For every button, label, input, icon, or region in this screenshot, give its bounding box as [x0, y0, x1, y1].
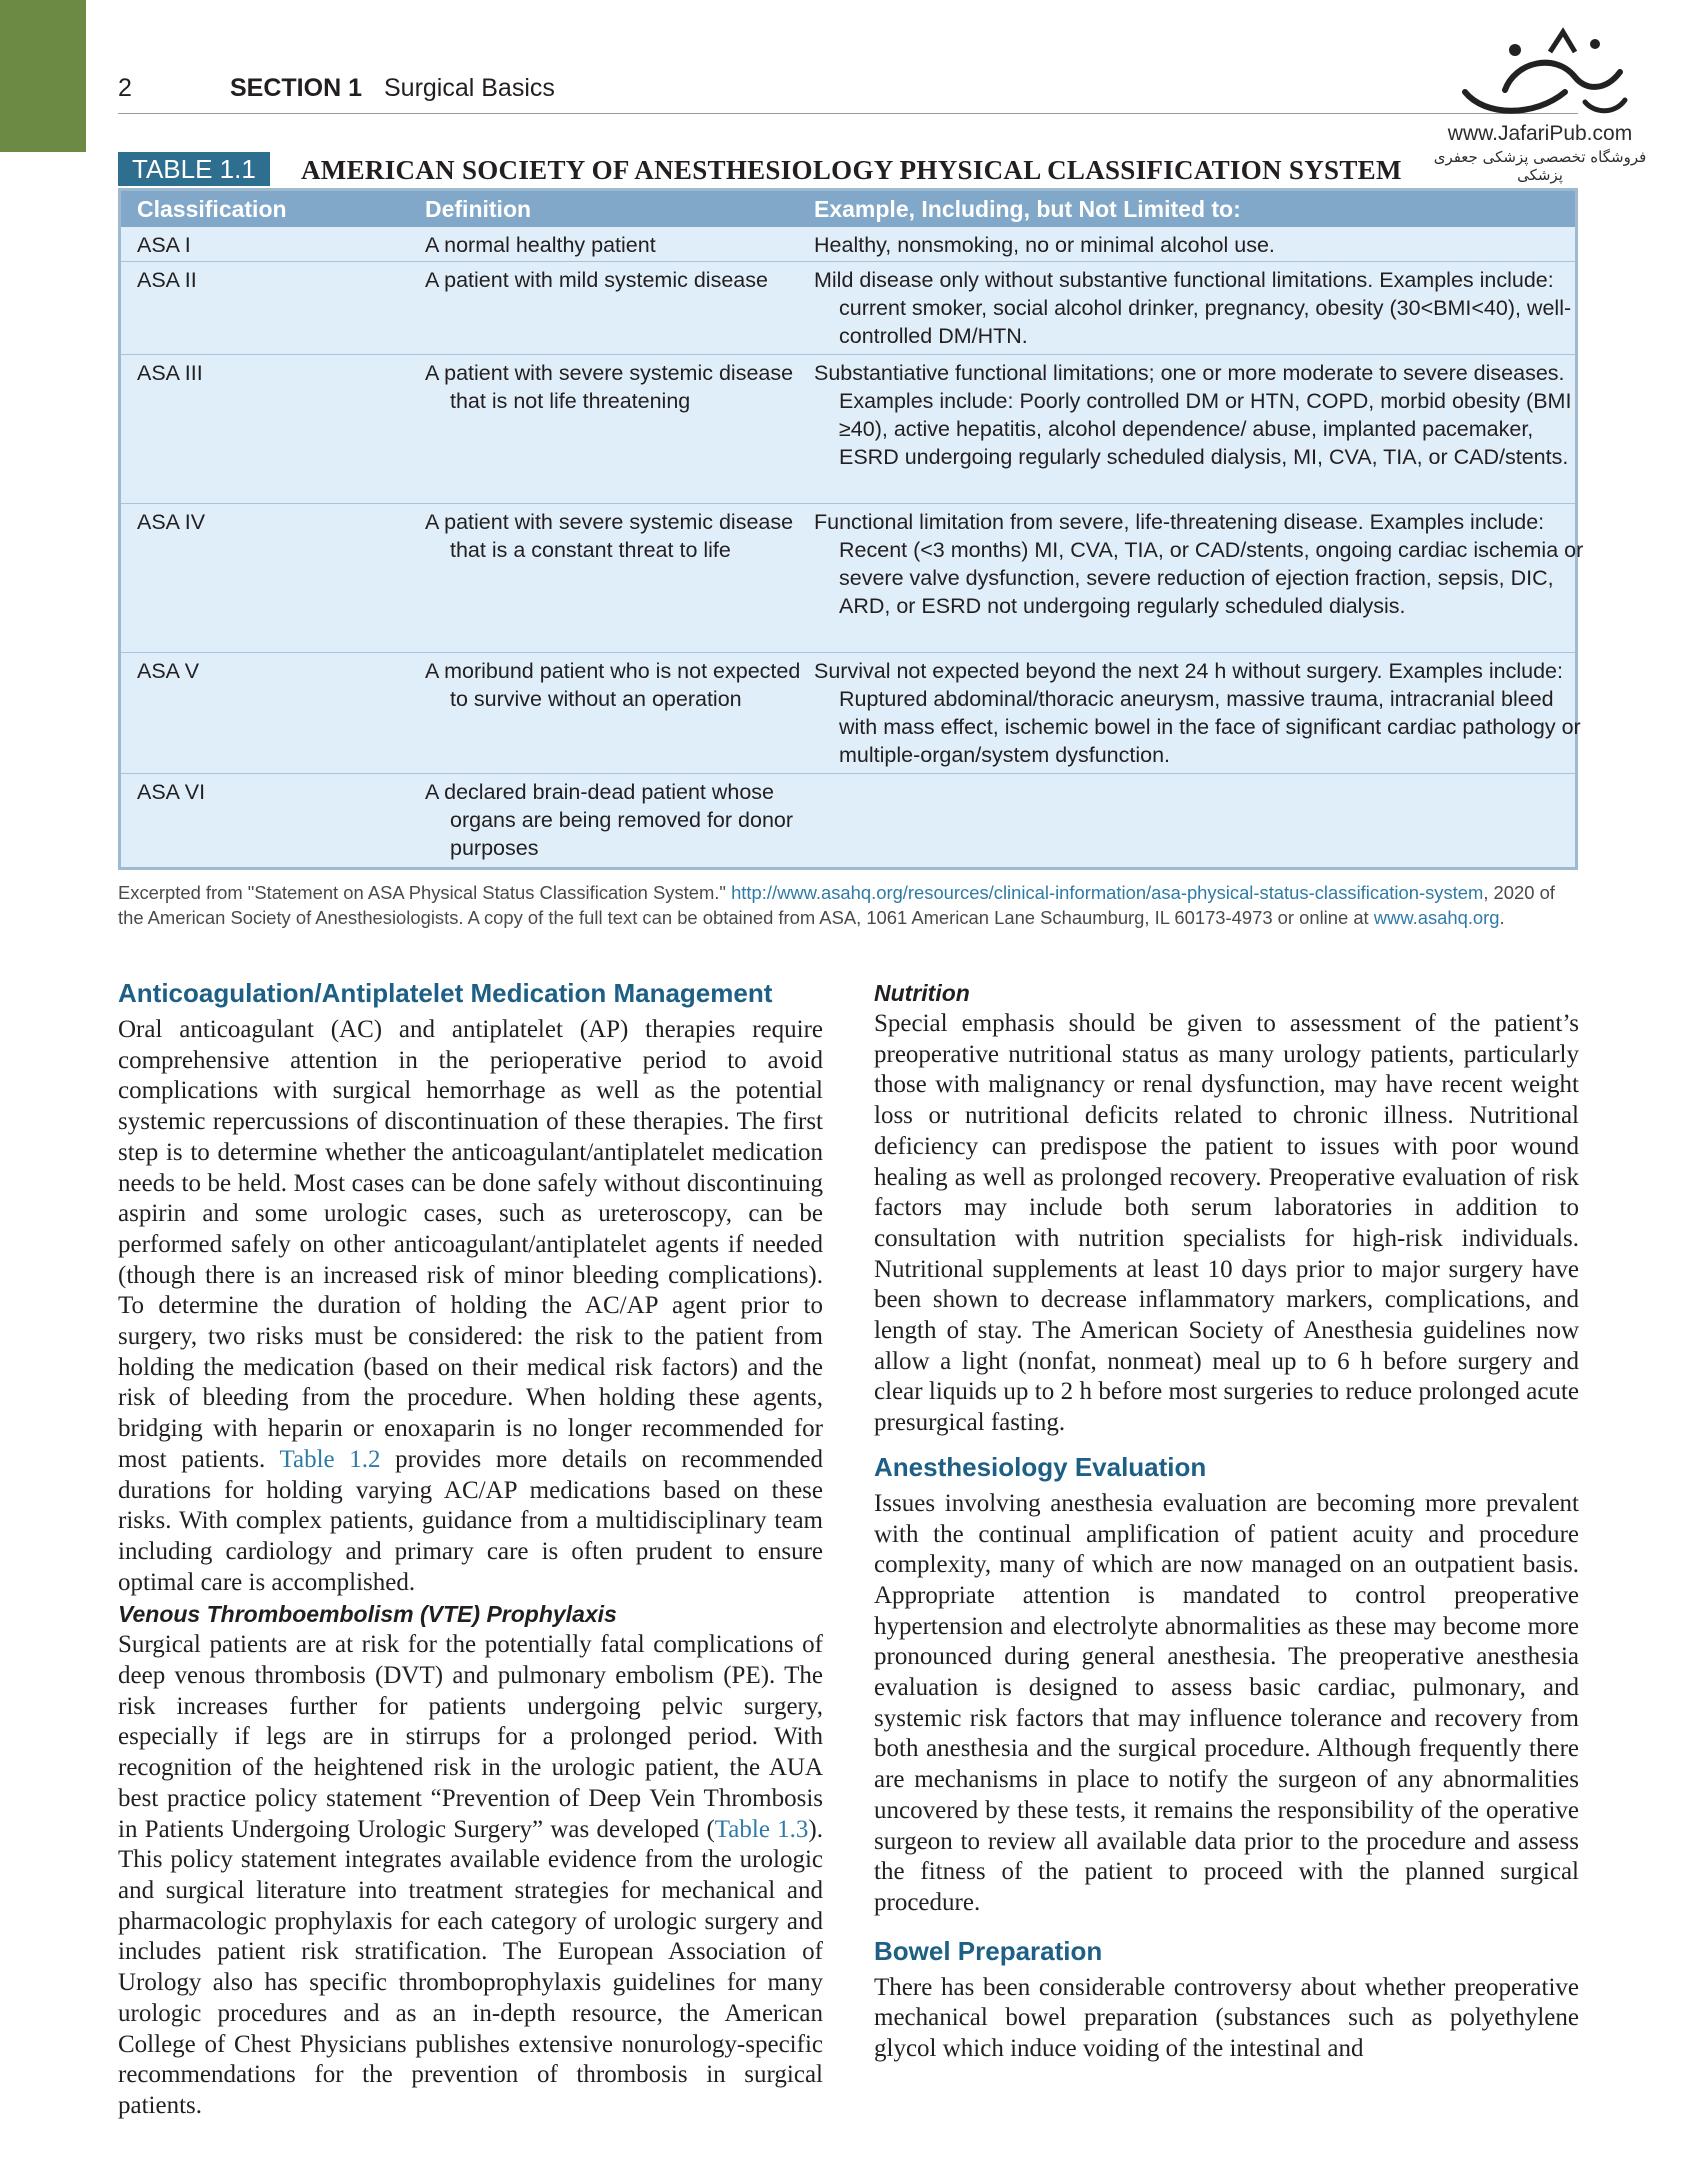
row-example: Survival not expected beyond the next 24 h without surgery. Examples include: Ruptured abdominal/thoracic aneurysm, massive trauma, intracranial bleed with mass effect, ischemic bowel in the face of significant cardiac pathology or multiple-organ/system dysfunction.: [814, 659, 1581, 767]
subheading-nutrition: Nutrition: [874, 980, 970, 1006]
row-example: Healthy, nonsmoking, no or minimal alcohol use.: [814, 233, 1275, 257]
table-1-2-link[interactable]: Table 1.2: [279, 1445, 381, 1473]
paragraph-vte: [118, 1630, 823, 2121]
section-heading-bowel-preparation: Bowel Preparation: [874, 1935, 1103, 1966]
paragraph-anticoagulation: [118, 1015, 823, 1598]
row-definition: A patient with severe systemic disease that is not life threatening: [425, 361, 794, 413]
table-row: [121, 773, 1575, 868]
row-definition: A moribund patient who is not expected to survive without an operation: [425, 659, 801, 711]
table-row: [121, 652, 1581, 774]
paragraph-text: ). This policy statement integrates available evidence from the urologic and surgical literature into treatment strategies for mechanical and pharmacologic prophylaxis for each category of urologic surgery and includes patient risk stratification. The European Association of Urology also has specific thromboprophylaxis guidelines for many urologic procedures and as an in-depth resource, the American College of Chest Physicians publishes extensive nonurology-specific recommendations for the prevention of thrombosis in surgical patients.: [118, 1815, 823, 2119]
section-heading-anesthesiology: Anesthesiology Evaluation: [874, 1451, 1207, 1482]
table-footnote: [118, 880, 1578, 930]
paragraph-text: provides more details on recommended durations for holding varying AC/AP medications based on these risks. With complex patients, guidance from a multidisciplinary team including cardiology and primary care is often prudent to ensure optimal care is accomplished.: [118, 1445, 823, 1596]
paragraph-anesthesiology: Issues involving anesthesia evaluation are becoming more prevalent with the continual amplification of patient acuity and procedure complexity, many of which are now managed on an outpatient basis. Appropriate attention is mandated to control preoperative hypertension and electrolyte abnormalities as these may become more pronounced during general anesthesia. The preoperative anesthesia evaluation is designed to assess basic cardiac, pulmonary, and systemic risk factors that may influence tolerance and recovery from both anesthesia and the surgical procedure. Although frequently there are mechanisms in place to notify the surgeon of any abnormalities uncovered by these tests, it remains the responsibility of the operative surgeon to review all available data prior to the procedure and assess the fitness of the patient to proceed with the planned surgical procedure.: [874, 1489, 1579, 1916]
table-title: AMERICAN SOCIETY OF ANESTHESIOLOGY PHYSICAL CLASSIFICATION SYSTEM: [301, 155, 1402, 185]
table-label: TABLE 1.1: [118, 152, 270, 186]
page-number: 2: [118, 74, 132, 102]
table-row: [121, 354, 1575, 504]
table-row: [121, 261, 1575, 355]
table-header-row: [121, 191, 1575, 227]
row-classification: ASA V: [137, 659, 200, 683]
table-row: [121, 227, 1575, 261]
section-title: Surgical Basics: [383, 74, 555, 102]
footnote-text: .: [1499, 907, 1505, 928]
paragraph-text: Surgical patients are at risk for the potentially fatal complications of deep venous thrombosis (DVT) and pulmonary embolism (PE). The risk increases further for patients undergoing pelvic surgery, especially if legs are in stirrups for a prolonged period. With recognition of the heightened risk in the urologic patient, the AUA best practice policy statement “Prevention of Deep Vein Thrombosis in Patients Undergoing Urologic Surgery” was developed (: [118, 1631, 823, 1843]
publisher-logo-icon: [1445, 22, 1635, 122]
subheading-vte-prophylaxis: Venous Thromboembolism (VTE) Prophylaxis: [118, 1601, 617, 1628]
row-example: Substantiative functional limitations; one or more moderate to severe diseases. Examples include: Poorly controlled DM or HTN, COPD, morbid obesity (BMI ≥40), active hepatitis, alcohol dependence/ abuse, implanted pacemaker, ESRD undergoing regularly scheduled dialysis, MI, CVA, TIA, or CAD/stents.: [814, 361, 1572, 469]
row-example: Functional limitation from severe, life-threatening disease. Examples include: Recent (<3 months) MI, CVA, TIA, or CAD/stents, ongoing cardiac ischemia or severe valve dysfunction, severe reduction of ejection fraction, sepsis, DIC, ARD, or ESRD not undergoing regularly scheduled dialysis.: [814, 510, 1584, 618]
column-header-definition: Definition: [425, 196, 532, 222]
right-column: [874, 975, 1579, 2065]
watermark-tagline: فروشگاه تخصصی پزشکی جعفری پزشکی: [1433, 148, 1647, 184]
paragraph-bowel-preparation: There has been considerable controversy about whether preoperative mechanical bowel preparation (substances such as polyethylene glycol which induce voiding of the intestinal and: [874, 1973, 1579, 2063]
left-column: [118, 975, 823, 2122]
column-header-classification: Classification: [137, 196, 287, 222]
row-example: Mild disease only without substantive functional limitations. Examples include: current smoker, social alcohol drinker, pregnancy, obesity (30<BMI<40), well-controlled DM/HTN.: [814, 268, 1572, 348]
row-classification: ASA III: [137, 361, 203, 385]
footnote-link-asahq[interactable]: www.asahq.org: [1373, 907, 1500, 928]
row-definition: A patient with severe systemic disease that is a constant threat to life: [425, 510, 794, 562]
row-classification: ASA I: [137, 233, 191, 257]
paragraph-text: Oral anticoagulant (AC) and antiplatelet (AP) therapies require comprehensive attention in the perioperative period to avoid complications with surgical hemorrhage as well as the potential systemic repercussions of discontinuation of these therapies. The first step is to determine whether the anticoagulant/antiplatelet medication needs to be held. Most cases can be done safely without discontinuing aspirin and some urologic cases, such as ureteroscopy, can be performed safely on other anticoagulant/antiplatelet agents if needed (though there is an increased risk of minor bleeding complications). To determine the duration of holding the AC/AP agent prior to surgery, two risks must be considered: the risk to the patient from holding the medication (based on their medical risk factors) and the risk of bleeding from the procedure. When holding these agents, bridging with heparin or enoxaparin is no longer recommended for most patients.: [118, 1016, 823, 1473]
table-caption: [118, 152, 1578, 188]
footnote-text: Excerpted from "Statement on ASA Physical Status Classification System.": [118, 882, 732, 903]
row-classification: ASA IV: [137, 510, 206, 534]
table-1-3-link[interactable]: Table 1.3: [714, 1815, 809, 1843]
header-rule: [118, 113, 1578, 114]
paragraph-nutrition: Special emphasis should be given to assessment of the patient’s preoperative nutritional status as many urology patients, particularly those with malignancy or renal dysfunction, may have recent weight loss or nutritional deficits related to chronic illness. Nutritional deficiency can predispose the patient to issues with poor wound healing as well as prolonged recovery. Preoperative evaluation of risk factors may include both serum laboratories in addition to consultation with nutrition specialists for high-risk individuals. Nutritional supplements at least 10 days prior to major surgery have been shown to decrease inflammatory markers, complications, and length of stay. The American Society of Anesthesia guidelines now allow a light (nonfat, nonmeat) meal up to 6 h before surgery and clear liquids up to 2 h before most surgeries to reduce prolonged acute presurgical fasting.: [874, 1010, 1579, 1437]
row-classification: ASA VI: [137, 780, 206, 804]
section-label: SECTION 1: [230, 74, 362, 102]
row-definition: A normal healthy patient: [425, 233, 656, 257]
row-classification: ASA II: [137, 268, 197, 292]
footnote-link-asa-statement[interactable]: http://www.asahq.org/resources/clinical-information/asa-physical-status-classification-system: [731, 882, 1484, 903]
section-color-tab: [0, 0, 86, 152]
row-definition: A declared brain-dead patient whose organs are being removed for donor purposes: [425, 780, 794, 860]
asa-classification-table: [118, 188, 1584, 870]
footnote-text: , 2020 of the American Society of Anesthesiologists. A copy of the full text can be obtained from ASA, 1061 American Lane Schaumburg, IL 60173-4973 or online at: [118, 882, 1555, 928]
running-header: [118, 74, 1518, 103]
row-definition: A patient with mild systemic disease: [425, 268, 768, 292]
table-row: [121, 503, 1584, 653]
watermark-url: www.JafariPub.com: [1447, 122, 1633, 145]
column-header-example: Example, Including, but Not Limited to:: [814, 196, 1241, 222]
section-heading-anticoagulation: Anticoagulation/Antiplatelet Medication Management: [118, 978, 773, 1008]
